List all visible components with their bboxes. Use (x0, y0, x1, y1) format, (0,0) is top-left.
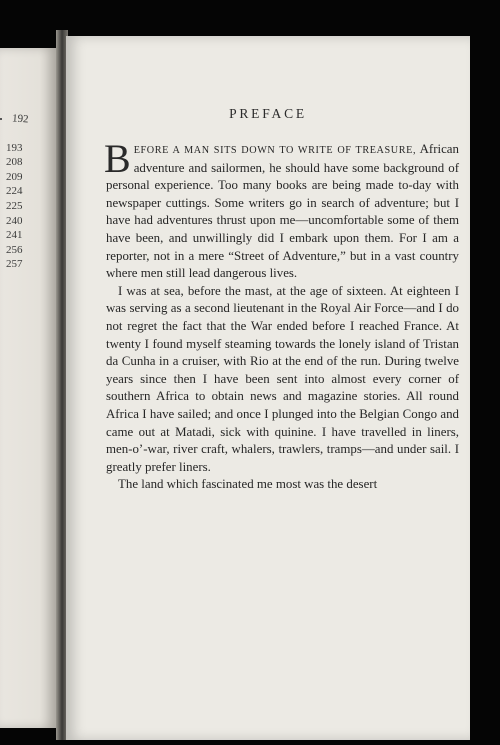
right-page (66, 36, 470, 740)
page-number: 240 (6, 214, 23, 227)
paragraph (104, 136, 459, 283)
page-title: PREFACE (229, 106, 307, 121)
page-number: 241 (6, 229, 23, 242)
body-text (104, 136, 459, 494)
page-number: 257 (6, 258, 23, 271)
drop-cap: B (104, 136, 131, 181)
left-page (0, 48, 56, 728)
small-caps-opening: EFORE A MAN SITS DOWN TO WRITE OF TREASURE, (133, 145, 417, 156)
page-number: 192 (11, 112, 29, 126)
page-number-list (6, 112, 29, 272)
page-number: 225 (6, 199, 23, 212)
paragraph-text: The land which fascinated me most was the desert (118, 477, 378, 492)
page-number: 224 (6, 185, 23, 198)
page-number: 256 (6, 243, 23, 256)
paragraph-text: African adventure and sailormen, he should have some background of personal experience. Too many books are being made to-day with newspaper cuttings. Some writers go in search of adventure; but I have had adventures thrust upon me—uncomfortable some of them have been, and unwillingly did I embark upon them. For I am a reporter, not in a mere “Street of Adventure,” but in a vast country where men still lead dangerous lives. (106, 142, 459, 281)
paragraph (106, 476, 459, 494)
page-number: 193 (6, 141, 23, 154)
paragraph (106, 283, 459, 477)
margin-mark (0, 118, 2, 120)
paragraph-text: I was at sea, before the mast, at the age of sixteen. At eighteen I was serving as a second lieutenant in the Royal Air Force—and I do not regret the fact that the War ended before I reached France. At twenty I found myself steaming towards the lonely island of Tristan da Cunha in a cruiser, with Rio at the end of the run. During twelve years since then I have been sent into almost every corner of southern Africa to obtain news and magazine stories. All round Africa I have sailed; and once I plunged into the Belgian Congo and came out at Matadi, sick with quinine. I have travelled in liners, men-o’-war, river craft, whalers, trawlers, tramps—and under sail. I greatly prefer liners. (106, 283, 459, 474)
page-number: 209 (6, 170, 23, 183)
page-number: 208 (6, 156, 23, 169)
